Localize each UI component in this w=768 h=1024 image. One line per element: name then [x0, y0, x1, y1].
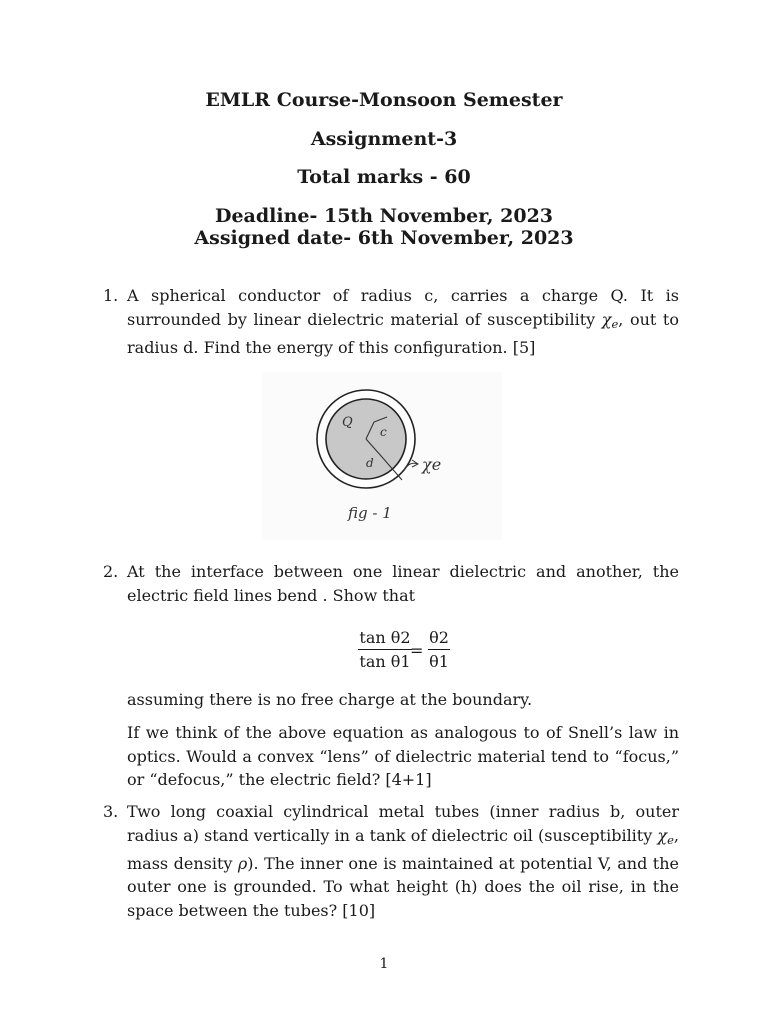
deadline: Deadline- 15th November, 2023	[214, 205, 554, 227]
rhs-fraction	[428, 628, 450, 671]
chi-symbol: χ	[601, 309, 612, 329]
label-d: d	[366, 456, 374, 470]
question-1	[103, 284, 679, 359]
label-chi: χe	[422, 455, 442, 474]
figure-caption: fig - 1	[348, 504, 392, 522]
dates-block	[0, 205, 768, 249]
total-marks: Total marks - 60	[297, 166, 471, 188]
chi-symbol: χ	[657, 825, 668, 845]
course-title: EMLR Course-Monsoon Semester	[205, 89, 563, 111]
lhs-fraction	[358, 628, 412, 671]
figure-1	[262, 372, 502, 540]
question-2	[103, 560, 679, 607]
rhs-denominator: θ1	[429, 652, 449, 671]
equals-sign: =	[410, 641, 424, 660]
question-number: 2.	[103, 562, 119, 581]
question-text: A spherical conductor of radius c, carries a charge Q. It is surrounded by linear dielectric material of susceptibility	[127, 286, 679, 329]
question-text: Two long coaxial cylindrical metal tubes (inner radius b, outer radius a) stand vertically in a tank of dielectric oil (susceptibility	[127, 802, 679, 845]
question-text-cont: , mass density	[127, 825, 679, 873]
question-2-paragraph: If we think of the above equation as analogous to of Snell’s law in optics. Would a convex “lens” of dielectric material tend to “focus,” or “defocus,” the electric field? [4+1]	[127, 723, 679, 789]
fraction-bar	[428, 649, 450, 650]
question-text: At the interface between one linear dielectric and another, the electric field lines bend . Show that	[127, 562, 679, 605]
rhs-numerator: θ2	[429, 628, 449, 647]
snell-equation	[340, 628, 460, 678]
question-text-end: ). The inner one is maintained at potential V, and the outer one is grounded. To what height (h) does the oil rise, in the space between the tubes? [10]	[127, 853, 679, 920]
lhs-denominator: tan θ1	[359, 652, 411, 671]
label-c: c	[380, 425, 387, 439]
question-text-cont: , out to radius d. Find the energy of this configuration. [5]	[127, 309, 679, 357]
chi-subscript: e	[667, 832, 674, 847]
assignment-title: Assignment-3	[310, 128, 458, 150]
chi-subscript: e	[611, 316, 619, 331]
page-number: 1	[379, 956, 389, 972]
question-number: 1.	[103, 286, 119, 305]
rho-symbol: ρ	[237, 853, 248, 873]
label-q: Q	[342, 415, 353, 430]
lhs-numerator: tan θ2	[359, 628, 411, 647]
assigned-date: Assigned date- 6th November, 2023	[194, 227, 574, 249]
question-2-continuation: assuming there is no free charge at the boundary.	[127, 690, 533, 709]
question-number: 3.	[103, 802, 119, 821]
sphere-diagram	[262, 372, 502, 540]
fraction-bar	[358, 649, 412, 650]
question-3	[103, 800, 679, 922]
